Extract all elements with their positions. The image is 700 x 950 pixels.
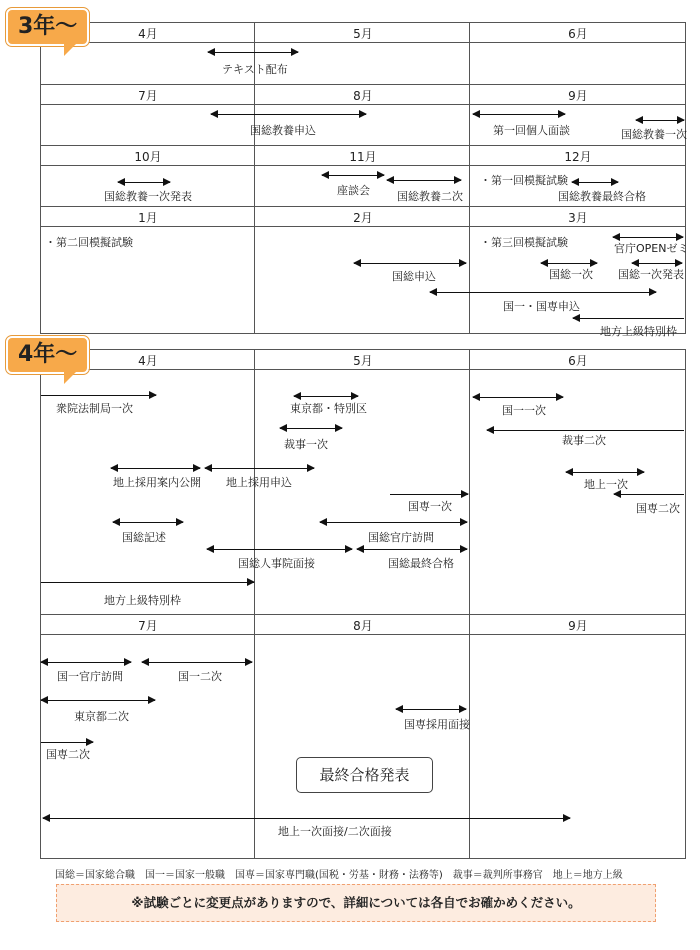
span-arrow [113,522,183,523]
span-arrow [320,522,467,523]
span-arrow [41,395,156,396]
event-label: 国総一次 [549,268,593,281]
event-label: 国総一次発表 [618,268,684,281]
event-label: 国総記述 [122,531,166,544]
span-arrow [613,237,683,238]
event-label: 国専二次 [46,748,90,761]
span-arrow [396,709,466,710]
block-divider [40,614,686,615]
month-label: 7月 [138,89,158,103]
month-label: 7月 [138,619,158,633]
month-label: 11月 [349,150,377,164]
event-label: 国一二次 [178,670,222,683]
month-header-line [40,42,686,43]
span-arrow [487,430,684,431]
event-label: 国総教養申込 [250,124,316,137]
month-label: 8月 [353,89,373,103]
event-label: 国総教養最終合格 [558,190,646,203]
span-arrow [205,468,314,469]
span-arrow [294,396,358,397]
year3-schedule-table [40,22,689,334]
span-arrow [207,549,352,550]
span-arrow [473,397,563,398]
month-header-line [40,226,686,227]
month-label: 5月 [353,354,373,368]
event-label: 国総教養一次発表 [104,190,192,203]
event-label: 国総申込 [392,270,436,283]
event-label: 官庁OPENゼミ [614,242,689,255]
span-arrow [280,428,342,429]
month-header-line [40,165,686,166]
event-label: 国専一次 [408,500,452,513]
span-arrow [211,114,366,115]
span-arrow [208,52,298,53]
event-label: 地上一次 [584,478,628,491]
span-arrow [354,263,466,264]
event-label: 国専二次 [636,502,680,515]
month-label: 6月 [568,27,588,41]
event-label: 国総教養二次 [397,190,463,203]
final-result-box: 最終合格発表 [296,757,433,793]
event-label: 地方上級特別枠 [600,325,677,338]
event-label: 国一官庁訪問 [57,670,123,683]
span-arrow [632,263,682,264]
event-label: 第一回個人面談 [493,124,570,137]
event-label: 地上採用申込 [226,476,292,489]
abbreviation-legend: 国総＝国家総合職 国一＝国家一般職 国専＝国家専門職(国税・労基・財務・法務等) 裁事＝裁判所事務官 地上＝地方上級 [55,870,623,881]
span-arrow [636,120,684,121]
span-arrow [41,662,131,663]
span-arrow [572,182,618,183]
month-label: 9月 [568,89,588,103]
event-label: ・第二回模擬試験 [45,236,133,249]
event-label: 地上一次面接/二次面接 [278,825,392,838]
month-label: 4月 [138,27,158,41]
event-label: 国総最終合格 [388,557,454,570]
event-label: ・第三回模擬試験 [480,236,568,249]
event-label: 裁事一次 [284,438,328,451]
block-divider [40,206,686,207]
month-label: 9月 [568,619,588,633]
span-arrow [41,700,155,701]
span-arrow [430,292,656,293]
month-label: 5月 [353,27,373,41]
event-label: 国一・国専申込 [503,300,580,313]
span-arrow [566,472,644,473]
span-arrow [473,114,565,115]
event-label: 衆院法制局一次 [56,402,133,415]
event-label: 裁事二次 [562,434,606,447]
block-divider [40,145,686,146]
block-divider [40,84,686,85]
month-label: 10月 [134,150,162,164]
column-divider [254,349,255,859]
event-label: 東京都二次 [74,710,129,723]
month-label: 12月 [564,150,592,164]
month-label: 8月 [353,619,373,633]
column-divider [469,22,470,334]
notice-box: ※試験ごとに変更点がありますので、詳細については各自でお確かめください。 [56,884,656,922]
span-arrow [111,468,200,469]
event-label: 座談会 [337,184,370,197]
span-arrow [573,318,684,319]
month-label: 4月 [138,354,158,368]
span-arrow [357,549,467,550]
span-arrow [390,494,468,495]
span-arrow [43,818,570,819]
span-arrow [614,494,684,495]
span-arrow [41,582,254,583]
year3-badge: 3年～ [6,8,89,46]
event-label: ・第一回模擬試験 [480,174,568,187]
span-arrow [41,742,93,743]
year4-badge: 4年～ [6,336,89,374]
span-arrow [387,180,461,181]
column-divider [469,349,470,859]
event-label: 東京都・特別区 [290,402,367,415]
span-arrow [118,182,170,183]
month-label: 2月 [353,211,373,225]
span-arrow [322,175,384,176]
event-label: テキスト配布 [222,63,288,76]
event-label: 国専採用面接 [404,718,470,731]
month-label: 3月 [568,211,588,225]
event-label: 国一一次 [502,404,546,417]
month-header-line [40,634,686,635]
month-header-line [40,369,686,370]
event-label: 国総教養一次 [621,128,687,141]
span-arrow [541,263,597,264]
month-label: 1月 [138,211,158,225]
event-label: 地方上級特別枠 [104,594,181,607]
month-label: 6月 [568,354,588,368]
event-label: 国総人事院面接 [238,557,315,570]
event-label: 地上採用案内公開 [113,476,201,489]
event-label: 国総官庁訪問 [368,531,434,544]
span-arrow [142,662,252,663]
month-header-line [40,104,686,105]
